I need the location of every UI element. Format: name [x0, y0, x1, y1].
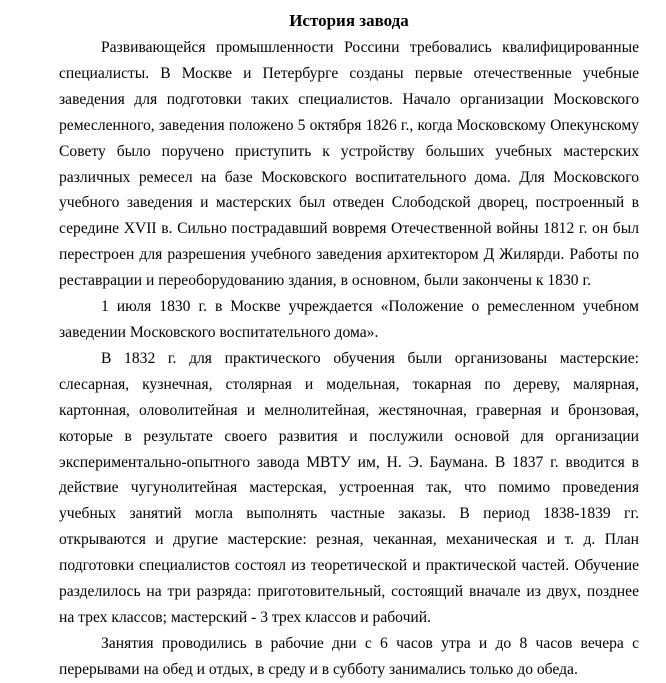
- paragraph-workshops: В 1832 г. для практического обучения были организованы мастерские: слесарная, кузнечная, столярная и модельная, токарная по дереву, малярная, картонная, оловолитейная и мелнолитейная, жестяночная, граверная и бронзовая, которые в результате своего развития и послужили основой для организации экспериментально-опытного завода МВТУ им, Н. Э. Баумана. В 1837 г. вводится в действие чугунолитейная мастерская, устроенная так, что помимо проведения учебных занятий могла выполнять частные заказы. В период 1838-1839 гг. открываются и другие мастерские: резная, чеканная, механическая и т. д. План подготовки специалистов состоял из теоретической и практической частей. Обучение разделилось на три разряда: приготовительный, состоящий вначале из двух, позднее на трех классов; мастерский - 3 трех классов и рабочий.: [59, 349, 639, 626]
- document-title: История завода: [289, 11, 409, 30]
- paragraph-founding: Развивающейся промышленности Россини требовались квалифицированные специалисты. В Москве и Петербурге созданы первые отечественные учебные заведения для подготовки таких специалистов. Начало организации Московского ремесленного, заведения положено 5 октября 1826 г., когда Московскому Опекунскому Совету было поручено приступить к устройству больших учебных мастерских различных ремесел на базе Московского воспитательного дома. Для Московского учебного заведения и мастерских был отведен Слободской дворец, построенный в середине XVII в. Сильно пострадавший вовремя Отечественной войны 1812 г. он был перестроен для разрешения учебного заведения архитектором Д Жилярди. Работы по реставрации и переоборудованию здания, в основном, были закончены к 1830 г.: [59, 39, 639, 290]
- paragraph-schedule: Занятия проводились в рабочие дни с 6 часов утра и до 8 часов вечера с перерывами на обед и отдых, в среду и в субботу занимались только до обеда.: [59, 634, 639, 678]
- document-page: [59, 8, 639, 683]
- paragraph-regulation: 1 июля 1830 г. в Москве учреждается «Положение о ремесленном учебном заведении Московского воспитательного дома».: [59, 298, 639, 341]
